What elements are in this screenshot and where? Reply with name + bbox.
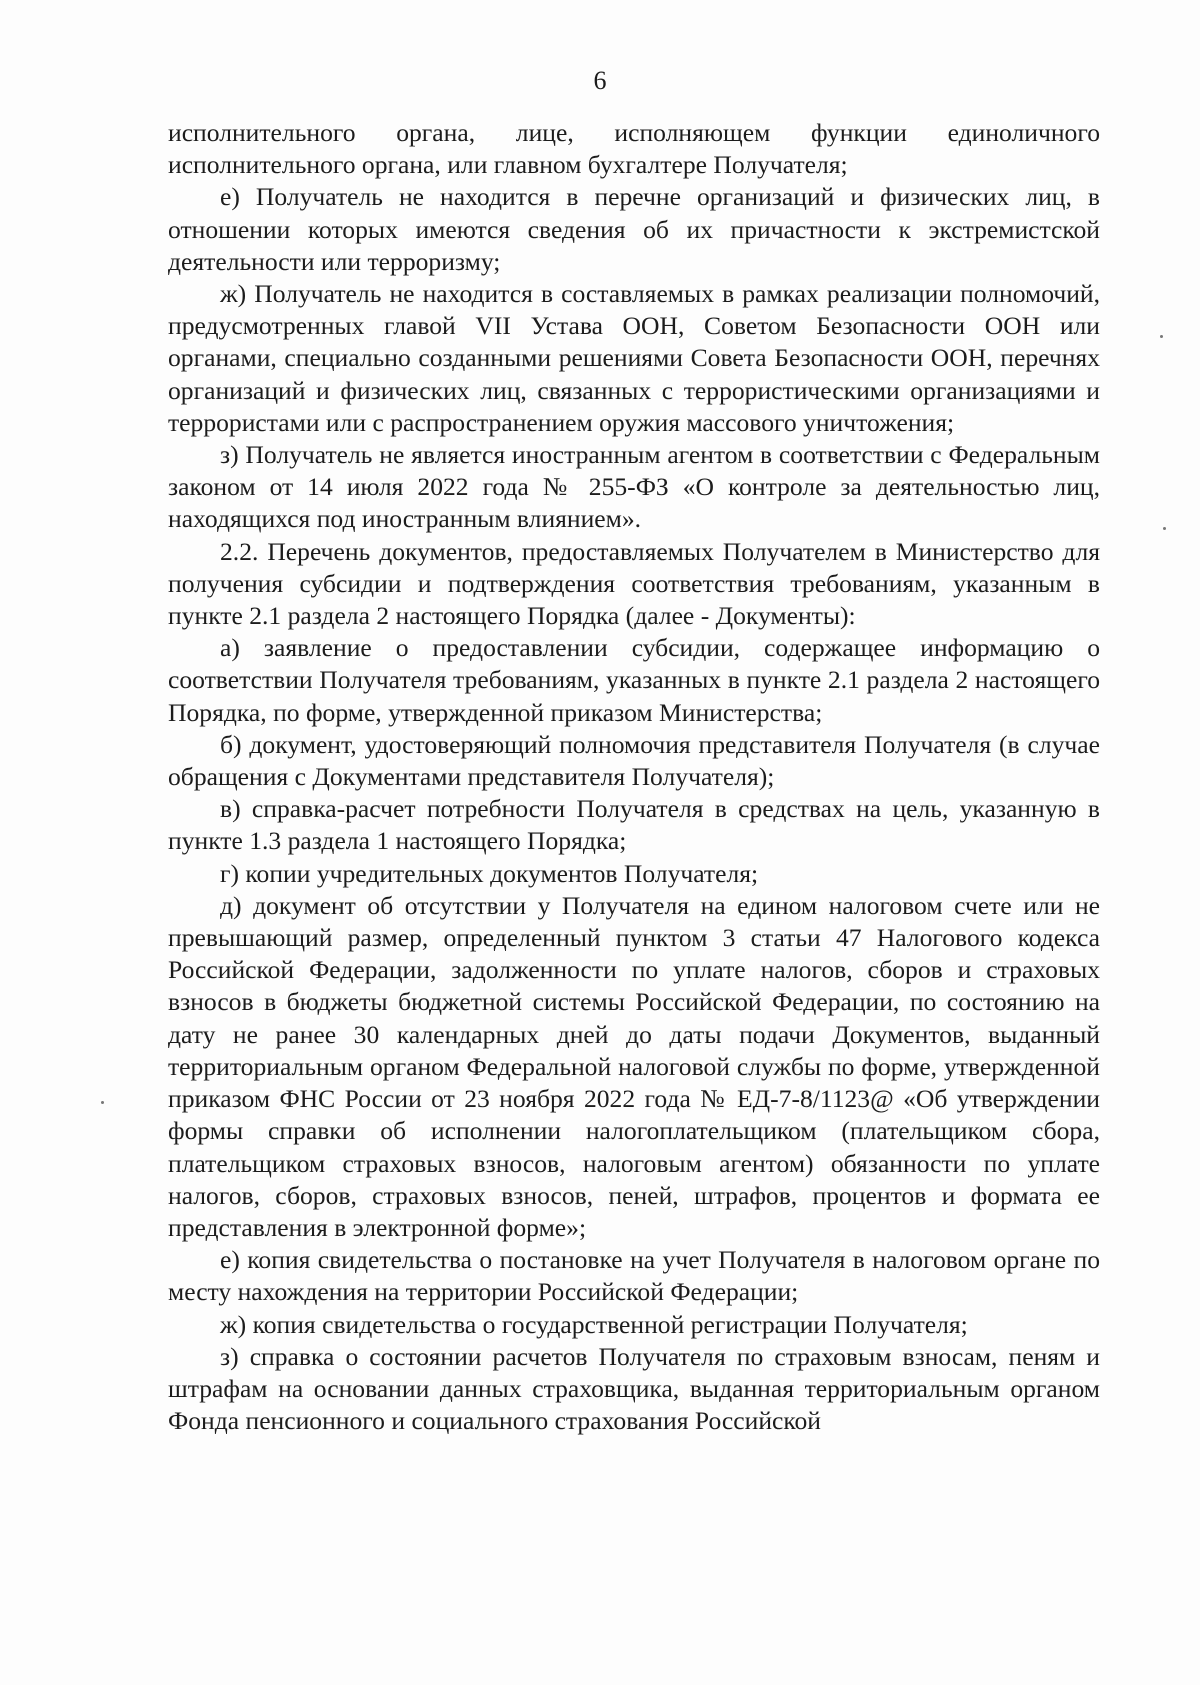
paragraph-item-e: е) Получатель не находится в перечне организаций и физических лиц, в отношении которых имеются сведения об их причастности к экстремистской деятельности или терроризму; bbox=[168, 182, 1100, 276]
scan-speck bbox=[1163, 527, 1166, 530]
paragraph-doc-z: з) справка о состоянии расчетов Получателя по страховым взносам, пеням и штрафам на основании данных страховщика, выданная территориальным органом Фонда пенсионного и социального страхования Российской bbox=[168, 1341, 1100, 1436]
page-number: 6 bbox=[593, 66, 607, 95]
paragraph-item-zh: ж) Получатель не находится в составляемых в рамках реализации полномочий, предусмотренных главой VII Устава ООН, Советом Безопасности ООН или органами, специально созданными решениями Совета Безопасности ООН, перечнях организаций и физических лиц, связанных с террористическими организациями и террористами или с распространением оружия массового уничтожения; bbox=[168, 279, 1100, 437]
document-body bbox=[168, 117, 1100, 1437]
paragraph-continuation: исполнительного органа, лице, исполняющем функции единоличного исполнительного органа, или главном бухгалтере Получателя; bbox=[168, 118, 1100, 180]
scan-speck bbox=[101, 1101, 104, 1104]
paragraph-item-z: з) Получатель не является иностранным агентом в соответствии с Федеральным законом от 14 июля 2022 года № 255-ФЗ «О контроле за деятельностью лиц, находящихся под иностранным влиянием». bbox=[168, 440, 1100, 534]
paragraph-doc-b: б) документ, удостоверяющий полномочия представителя Получателя (в случае обращения с Документами представителя Получателя); bbox=[168, 729, 1100, 792]
paragraph-doc-a: а) заявление о предоставлении субсидии, содержащее информацию о соответствии Получателя требованиям, указанных в пункте 2.1 раздела 2 настоящего Порядка, по форме, утвержденной приказом Министерства; bbox=[168, 633, 1100, 727]
paragraph-doc-zh: ж) копия свидетельства о государственной регистрации Получателя; bbox=[220, 1309, 968, 1339]
paragraph-doc-d: д) документ об отсутствии у Получателя на едином налоговом счете или не превышающий размер, определенный пунктом 3 статьи 47 Налогового кодекса Российской Федерации, задолженности по уплате налогов, сборов и страховых взносов в бюджеты бюджетной системы Российской Федерации, по состоянию на дату не ранее 30 календарных дней до даты подачи Документов, выданный территориальным органом Федеральной налоговой службы по форме, утвержденной приказом ФНС России от 23 ноября 2022 года № ЕД-7-8/1123@ «Об утверждении формы справки об исполнении налогоплательщиком (плательщиком сбора, плательщиком страховых взносов, налоговым агентом) обязанности по уплате налогов, сборов, страховых взносов, пеней, штрафов, процентов и формата ее представления в электронной форме»; bbox=[168, 890, 1100, 1242]
paragraph-doc-e: е) копия свидетельства о постановке на учет Получателя в налоговом органе по месту нахождения на территории Российской Федерации; bbox=[168, 1245, 1100, 1307]
scan-speck bbox=[1160, 335, 1163, 338]
paragraph-doc-v: в) справка-расчет потребности Получателя в средствах на цель, указанную в пункте 1.3 раздела 1 настоящего Порядка; bbox=[168, 794, 1100, 856]
paragraph-doc-g: г) копии учредительных документов Получателя; bbox=[220, 858, 759, 888]
paragraph-section-2-2: 2.2. Перечень документов, предоставляемых Получателем в Министерство для получения субсидии и подтверждения соответствия требованиям, указанным в пункте 2.1 раздела 2 настоящего Порядка (далее - Документы): bbox=[168, 536, 1100, 631]
